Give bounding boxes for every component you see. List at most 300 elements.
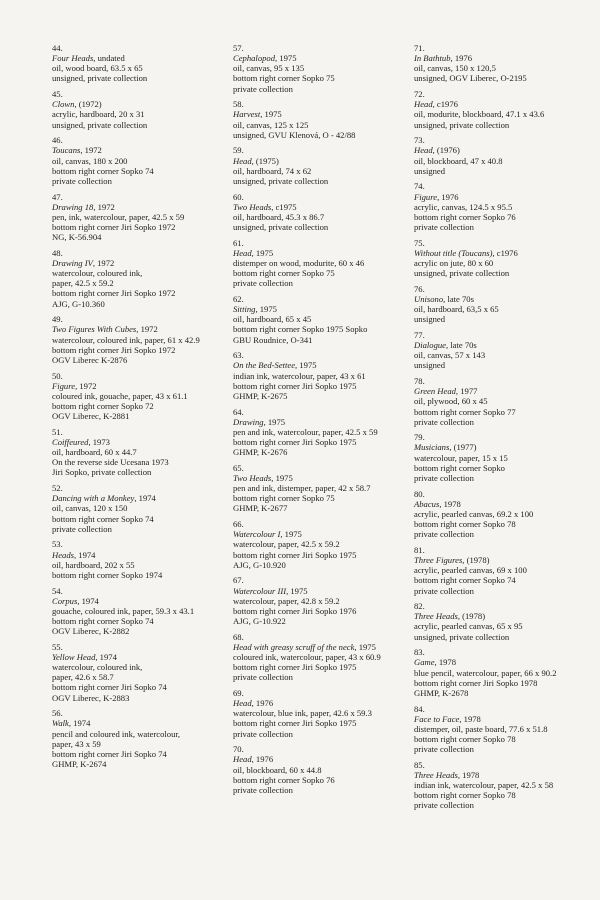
entry-detail-line: pencil and coloured ink, watercolour, [52,728,181,739]
entry-title-line [233,360,403,370]
entry-title-line [414,386,594,396]
entry-title: Sitting [233,304,256,315]
entry-date: , 1973 [88,436,110,447]
entry-detail-line: unsigned, private collection [414,119,510,130]
entry-detail-line: oil, canvas, 57 x 143 [414,350,486,361]
entry-detail-line: OGV Liberec, K-2881 [52,411,130,422]
entry-detail-line: gouache, coloured ink, paper, 59.3 x 43.1 [52,605,195,616]
entry-title-line [233,202,403,212]
entry-detail-line: oil, blockboard, 47 x 40.8 [414,155,503,166]
entry-number: 81. [414,544,425,555]
entry-detail-line: bottom right corner Jiri Sopko 1976 [233,605,357,616]
entry-detail-line: bottom right corner Sopko 1974 [52,569,163,580]
entry-date: , 1976 [251,698,274,709]
entry-title-line [233,109,403,119]
entry-title-line [414,340,594,350]
entry-date: , 1978 [434,657,457,668]
entry-detail-line: private collection [233,83,293,94]
entry-title: Cephalopod [233,53,276,64]
entry-number: 58. [233,99,244,110]
entry-number: 64. [233,406,244,417]
entry-number: 53. [52,539,63,550]
catalogue-entry [52,314,222,365]
entry-detail-line: oil, hardboard, 65 x 45 [233,314,312,325]
entry-number: 68. [233,631,244,642]
entry-detail-line: AJG, G-10.922 [233,615,286,626]
entry-title-line [414,611,594,621]
catalogue-entry [52,43,222,84]
entry-date: , late 70s [443,293,474,304]
entry-detail-line: Jiri Sopko, private collection [52,467,152,478]
entry-detail-line: paper, 43 x 59 [52,738,101,749]
catalogue-entry [233,294,403,345]
entry-detail-line: bottom right corner Jiri Sopko 74 [52,748,167,759]
entry-title: Head [414,145,433,156]
catalogue-entry [52,539,222,580]
entry-detail-line: GHMP, K-2676 [233,447,288,458]
entry-title-line [414,294,594,304]
entry-title: Musicians [414,442,450,453]
catalogue-entry [233,744,403,795]
entry-title-line [233,53,403,63]
catalogue-entry [414,238,594,279]
entry-title-line [414,442,594,452]
catalogue-entry [52,89,222,130]
entry-date: , (1972) [74,99,102,110]
catalogue-entry [233,463,403,514]
entry-number: 67. [233,575,244,586]
catalogue-entry [52,135,222,186]
entry-title: Dialogue [414,340,446,351]
entry-detail-line: coloured ink, watercolour, paper, 43 x 60.9 [233,651,381,662]
entry-date: , 1974 [134,493,156,504]
entry-title: Heads [52,549,74,560]
catalogue-entry [414,432,594,483]
entry-title: Drawing IV [52,257,93,268]
entry-date: , (1975) [251,155,279,166]
entry-detail-line: paper, 42.6 x 58.7 [52,672,114,683]
entry-title: Figure [52,380,76,391]
catalogue-entry [414,135,594,176]
entry-title-line [52,53,222,63]
entry-number: 71. [414,43,425,53]
entry-title: Corpus [52,595,78,606]
entry-date: , 1975 [251,247,274,258]
entry-date: , 1972 [75,380,97,391]
entry-detail-line: bottom right corner Sopko 78 [414,790,516,801]
entry-date: , (1978) [457,611,486,622]
entry-title: Drawing [233,416,264,427]
entry-detail-line: watercolour, blue ink, paper, 42.6 x 59.3 [233,708,372,719]
entry-detail-line: unsigned, OGV Liberec, O-2195 [414,73,527,84]
catalogue-entry [233,632,403,683]
entry-title-line [233,586,403,596]
catalogue-entry [233,519,403,570]
catalogue-entry [414,489,594,540]
entry-date: , c1976 [432,99,458,110]
entry-date: , (1978) [462,555,490,566]
entry-number: 77. [414,329,425,340]
entry-detail-line: coloured ink, gouache, paper, 43 x 61.1 [52,390,188,401]
entry-number: 70. [233,744,244,755]
entry-detail-line: watercolour, paper, 42.8 x 59.2 [233,595,340,606]
catalogue-entry [233,145,403,186]
entry-number: 54. [52,585,63,596]
entry-detail-line: private collection [52,523,112,534]
entry-detail-line: GBU Roudnice, O-341 [233,334,313,345]
entry-date: , 1975 [280,529,302,540]
entry-title: Head [233,698,252,709]
entry-date: , 1978 [457,770,480,780]
entry-date: , 1974 [73,549,96,560]
catalogue-entry [52,708,222,769]
catalogue-column-2 [233,43,403,800]
entry-detail-line: unsigned [414,360,446,371]
entry-title-line [414,770,594,780]
entry-number: 52. [52,483,63,494]
entry-detail-line: private collection [233,784,293,795]
entry-number: 63. [233,350,244,361]
entry-detail-line: private collection [414,585,474,596]
entry-number: 75. [414,237,425,248]
entry-detail-line: bottom right corner Sopko 74 [414,575,516,586]
catalogue-column-1 [52,43,222,775]
entry-number: 69. [233,687,244,698]
entry-detail-line: private collection [414,800,474,811]
entry-date: , 1976 [450,53,473,64]
entry-detail-line: paper, 42.5 x 59.2 [52,278,114,289]
entry-title-line [52,145,222,155]
entry-date: , (1977) [449,442,477,453]
entry-detail-line: AJG, G-10.360 [52,298,105,309]
entry-detail-line: OGV Liberec, K-2883 [52,692,130,703]
entry-detail-line: bottom right corner Sopko 77 [414,406,516,417]
entry-number: 73. [414,135,425,146]
entry-date: , 1975 [286,585,308,596]
entry-title: Drawing 18 [52,201,94,212]
entry-title: Three Heads [414,770,458,780]
entry-title-line [233,156,403,166]
entry-date: , 1975 [255,304,277,315]
catalogue-entry [233,43,403,94]
catalogue-entry [233,575,403,626]
entry-date: , 1978 [459,713,481,724]
entry-title: Dancing with a Monkey [52,493,135,504]
entry-title-line [52,652,222,662]
entry-date: , 1974 [77,595,99,606]
catalogue-entry [414,545,594,596]
entry-detail-line: bottom right corner Sopko 74 [52,513,154,524]
entry-title-line [233,473,403,483]
entry-detail-line: bottom right corner Jiri Sopko 74 [52,682,167,693]
catalogue-entry [233,407,403,458]
entry-detail-line: NG, K-56.904 [52,232,102,243]
entry-date: , 1975 [271,472,293,483]
catalogue-entry [233,688,403,739]
entry-title: Two Heads [233,201,272,212]
entry-detail-line: bottom right corner Sopko 78 [414,519,516,530]
entry-detail-line: oil, hardboard, 60 x 44.7 [52,447,137,458]
entry-date: , 1975 [275,53,297,64]
entry-title-line [414,145,594,155]
entry-detail-line: blue pencil, watercolour, paper, 66 x 90.2 [414,667,557,678]
catalogue-entry [414,43,594,84]
entry-number: 74. [414,181,425,192]
entry-number: 51. [52,426,63,437]
entry-detail-line: acrylic, pearled canvas, 69.2 x 100 [414,508,534,519]
entry-title-line [414,499,594,509]
catalogue-entry [52,586,222,637]
entry-number: 78. [414,376,425,387]
entry-number: 47. [52,191,63,202]
entry-title: On the Bed-Settee [233,360,296,371]
entry-title-line [233,754,403,764]
entry-date: , 1975 [260,109,282,120]
entry-detail-line: private collection [233,278,293,289]
entry-detail-line: bottom right corner Sopko 1975 Sopko [233,324,368,335]
entry-detail-line: distemper, oil, paste board, 77.6 x 51.8 [414,723,548,734]
entry-detail-line: bottom right corner Jiri Sopko 1978 [414,677,538,688]
entry-title: Game [414,657,435,668]
entry-title: Head [233,247,252,258]
entry-date: , 1975 [295,360,317,371]
entry-detail-line: bottom right corner Sopko 76 [414,211,516,222]
entry-title-line [52,202,222,212]
entry-date: , c1976 [492,247,518,258]
entry-detail-line: bottom right corner Sopko 76 [233,774,335,785]
entry-date: , 1972 [80,145,102,156]
entry-detail-line: bottom right corner Jiri Sopko 1975 [233,718,357,729]
entry-number: 76. [414,283,425,294]
entry-detail-line: oil, canvas, 125 x 125 [233,119,309,130]
entry-detail-line: bottom right corner Sopko 75 [233,493,335,504]
catalogue-entry [52,483,222,534]
entry-detail-line: bottom right corner Sopko 78 [414,734,516,745]
entry-detail-line: watercolour, coloured ink, [52,662,143,673]
entry-detail-line: bottom right corner Jiri Sopko 1972 [52,288,176,299]
entry-detail-line: GHMP, K-2675 [233,390,288,401]
catalogue-entry [233,238,403,289]
entry-title: Watercolour III [233,585,287,596]
entry-date: , (1976) [432,145,460,156]
entry-detail-line: unsigned, GVU Klenová, O - 42/88 [233,129,356,140]
entry-title: Yellow Head [52,651,96,662]
entry-title-line [233,304,403,314]
entry-date: , 1974 [68,718,91,729]
entry-title: Head [414,99,433,110]
entry-title-line [414,192,594,202]
catalogue-entry [414,181,594,232]
entry-detail-line: watercolour, coloured ink, [52,268,143,279]
entry-number: 80. [414,488,425,499]
entry-number: 65. [233,462,244,473]
catalogue-entry [233,99,403,140]
entry-number: 85. [414,759,425,770]
entry-detail-line: private collection [414,472,474,483]
catalogue-entry [52,371,222,422]
entry-title: Head with greasy scruff of the neck [233,641,355,652]
entry-detail-line: private collection [233,672,293,683]
entry-title: Clown [52,99,75,110]
entry-title: Without title (Toucans) [414,247,493,258]
entry-detail-line: acrylic, pearled canvas, 69 x 100 [414,565,527,576]
entry-title-line [52,493,222,503]
entry-detail-line: pen and ink, distemper, paper, 42 x 58.7 [233,483,371,494]
entry-detail-line: indian ink, watercolour, paper, 43 x 61 [233,370,366,381]
entry-title-line [414,714,594,724]
entry-detail-line: AJG, G-10.920 [233,559,286,570]
entry-detail-line: bottom right corner Jiri Sopko 1972 [52,344,176,355]
catalogue-entry [52,192,222,243]
entry-date: , 1976 [251,754,274,765]
entry-detail-line: private collection [52,175,112,186]
entry-number: 61. [233,237,244,248]
entry-detail-line: bottom right corner Jiri Sopko 1975 [233,380,357,391]
entry-title-line [414,53,594,63]
entry-number: 84. [414,703,425,714]
entry-title-line [414,248,594,258]
entry-detail-line: unsigned, private collection [52,73,148,84]
entry-number: 62. [233,293,244,304]
entry-title: Coiffeured [52,436,89,447]
catalogue-entry [414,89,594,130]
entry-detail-line: OGV Liberec, K-2882 [52,626,130,637]
entry-date: , 1974 [95,651,117,662]
entry-detail-line: GHMP, K-2677 [233,503,288,514]
entry-number: 59. [233,145,244,156]
entry-title: Face to Face [414,713,460,724]
entry-detail-line: private collection [414,529,474,540]
entry-detail-line: oil, wood board, 63.5 x 65 [52,63,143,74]
entry-title-line [414,99,594,109]
entry-title: Head [233,155,252,166]
entry-detail-line: bottom right corner Jiri Sopko 1975 [233,436,357,447]
entry-number: 46. [52,135,63,146]
entry-detail-line: bottom right corner Sopko 75 [233,73,335,84]
entry-detail-line: private collection [414,744,474,755]
entry-detail-line: bottom right corner Jiri Sopko 1975 [233,662,357,673]
entry-detail-line: acrylic, pearled canvas, 65 x 95 [414,621,523,632]
entry-detail-line: unsigned [414,165,446,176]
entry-detail-line: oil, hardboard, 74 x 62 [233,165,312,176]
entry-number: 49. [52,314,63,325]
entry-title-line [414,555,594,565]
entry-number: 79. [414,432,425,443]
entry-title: Head [233,754,252,765]
entry-date: , 1975 [263,416,286,427]
entry-title: Four Heads [52,53,94,64]
entry-detail-line: pen, ink, watercolour, paper, 42.5 x 59 [52,211,185,222]
entry-title: Two Figures With Cubes [52,324,137,335]
entry-title: Unisono [414,293,444,304]
entry-detail-line: acrylic, canvas, 124.5 x 95.5 [414,201,513,212]
catalogue-entry [52,642,222,703]
entry-detail-line: unsigned, private collection [414,631,510,642]
catalogue-entry [414,647,594,698]
entry-detail-line: bottom right corner Sopko [414,462,505,473]
entry-detail-line: unsigned [414,314,446,325]
entry-title-line [233,417,403,427]
entry-detail-line: bottom right corner Sopko 75 [233,268,335,279]
entry-detail-line: oil, canvas, 120 x 150 [52,503,128,514]
entry-title-line [233,248,403,258]
entry-number: 55. [52,641,63,652]
entry-detail-line: On the reverse side Ucesana 1973 [52,457,169,468]
entry-detail-line: oil, hardboard, 63,5 x 65 [414,304,499,315]
entry-title-line [414,657,594,667]
entry-detail-line: oil, canvas, 95 x 135 [233,63,305,74]
entry-detail-line: acrylic on jute, 80 x 60 [414,257,494,268]
entry-detail-line: watercolour, paper, 42.5 x 59.2 [233,539,340,550]
entry-date: , 1977 [455,386,478,397]
entry-title: Harvest [233,109,261,120]
entry-date: , c1975 [271,201,297,212]
entry-number: 45. [52,89,63,100]
entry-number: 66. [233,519,244,530]
entry-detail-line: oil, hardboard, 45.3 x 86.7 [233,211,325,222]
entry-title-line [233,529,403,539]
entry-detail-line: unsigned, private collection [233,222,329,232]
entry-date: , 1976 [437,191,459,202]
catalogue-entry [233,350,403,401]
entry-number: 44. [52,43,63,53]
entry-title-line [52,550,222,560]
entry-detail-line: oil, canvas, 180 x 200 [52,155,128,166]
entry-detail-line: unsigned, private collection [233,175,329,186]
entry-detail-line: pen and ink, watercolour, paper, 42.5 x 59 [233,426,378,437]
catalogue-column-3 [414,43,594,816]
entry-detail-line: distemper on wood, modurite, 60 x 46 [233,257,365,268]
catalogue-entry [414,601,594,642]
entry-date: , undated [93,53,125,64]
entry-detail-line: oil, plywood, 60 x 45 [414,396,488,407]
catalogue-entry [414,284,594,325]
entry-detail-line: unsigned, private collection [414,268,510,279]
entry-date: , 1972 [136,324,158,335]
entry-title-line [52,437,222,447]
entry-title: Walk [52,718,69,729]
entry-title: Toucans [52,145,81,156]
entry-number: 57. [233,43,244,53]
entry-detail-line: private collection [233,728,293,739]
entry-title: Three Heads [414,611,458,622]
entry-detail-line: oil, hardboard, 202 x 55 [52,559,135,570]
entry-title-line [52,258,222,268]
entry-number: 72. [414,89,425,100]
catalogue-entry [414,760,594,811]
entry-detail-line: bottom right corner Sopko 72 [52,401,154,411]
catalogue-entry [52,427,222,478]
entry-detail-line: acrylic, hardboard, 20 x 31 [52,109,145,120]
entry-number: 56. [52,708,63,719]
entry-date: , 1975 [354,641,376,652]
entry-detail-line: bottom right corner Sopko 74 [52,165,154,176]
entry-title: Watercolour I [233,529,281,540]
catalogue-entry [414,330,594,371]
entry-title-line [233,698,403,708]
entry-date: , 1978 [439,498,461,509]
entry-detail-line: bottom right corner Jiri Sopko 1975 [233,549,357,560]
entry-title: Three Figures [414,555,463,566]
entry-detail-line: private collection [414,222,474,232]
entry-detail-line: GHMP, K-2674 [52,759,107,769]
catalogue-entry [52,248,222,309]
entry-date: , 1972 [92,257,115,268]
entry-number: 82. [414,601,425,612]
entry-date: , 1972 [93,201,115,212]
entry-detail-line: oil, blockboard, 60 x 44.8 [233,764,322,775]
entry-title-line [52,99,222,109]
